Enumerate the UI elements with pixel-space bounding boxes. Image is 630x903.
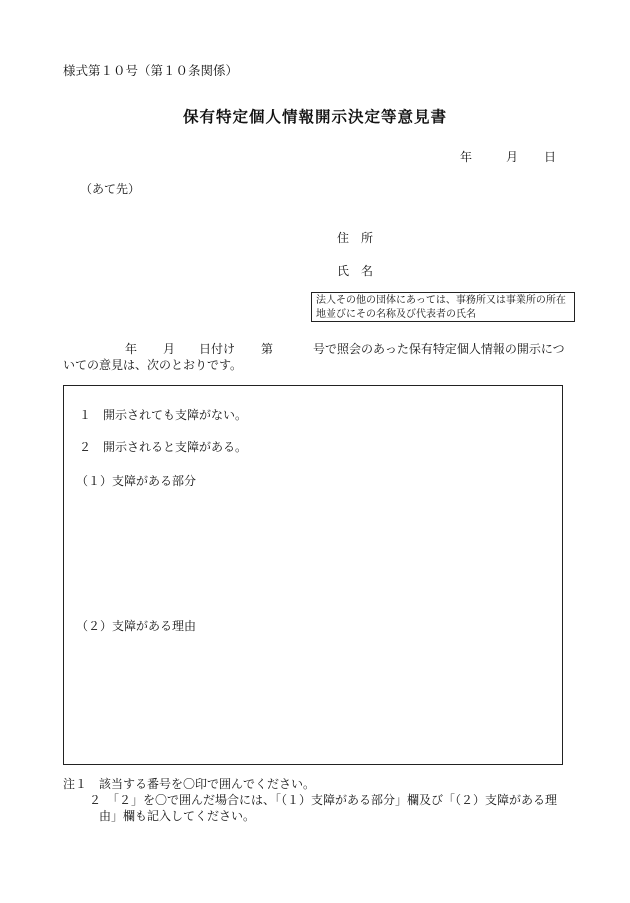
- address-label: 住 所: [337, 231, 374, 245]
- notes: [63, 776, 557, 824]
- date-day: 日: [544, 150, 557, 164]
- date-year: 年: [460, 150, 473, 164]
- obstacle-reason-label: （２）支障がある理由: [76, 619, 197, 633]
- document-title: 保有特定個人情報開示決定等意見書: [182, 107, 447, 126]
- note-2-line1: ２ 「２」を〇で囲んだ場合には、「（１）支障がある部分」欄及び「（２）支障がある理: [89, 793, 558, 807]
- note-2-line2: 由」欄も記入してください。: [99, 809, 256, 823]
- date-month: 月: [506, 150, 519, 164]
- addressee-label: （あて先）: [80, 182, 141, 196]
- intro-dai: 第: [261, 342, 274, 356]
- form-number: 様式第１０号（第１０条関係）: [63, 63, 239, 78]
- option-2: ２ 開示されると支障がある。: [79, 440, 248, 454]
- intro-paragraph: [63, 341, 583, 373]
- intro-line2: いての意見は、次のとおりです。: [63, 358, 243, 372]
- intro-year: 年: [125, 342, 138, 356]
- name-label: 氏 名: [337, 264, 374, 278]
- option-1: １ 開示されても支障がない。: [79, 408, 248, 422]
- corporate-note-box: 法人その他の団体にあっては、事務所又は事業所の所在地並びにその名称及び代表者の氏名: [311, 292, 575, 322]
- intro-month: 月: [163, 342, 176, 356]
- opinion-box: [63, 385, 563, 765]
- obstacle-part-label: （１）支障がある部分: [76, 474, 197, 488]
- note-1: 注１ 該当する番号を〇印で囲んでください。: [63, 777, 316, 791]
- intro-line1-rest: 号で照会のあった保有特定個人情報の開示につ: [313, 342, 565, 356]
- intro-day: 日付け: [199, 342, 236, 356]
- date-line: [460, 148, 556, 165]
